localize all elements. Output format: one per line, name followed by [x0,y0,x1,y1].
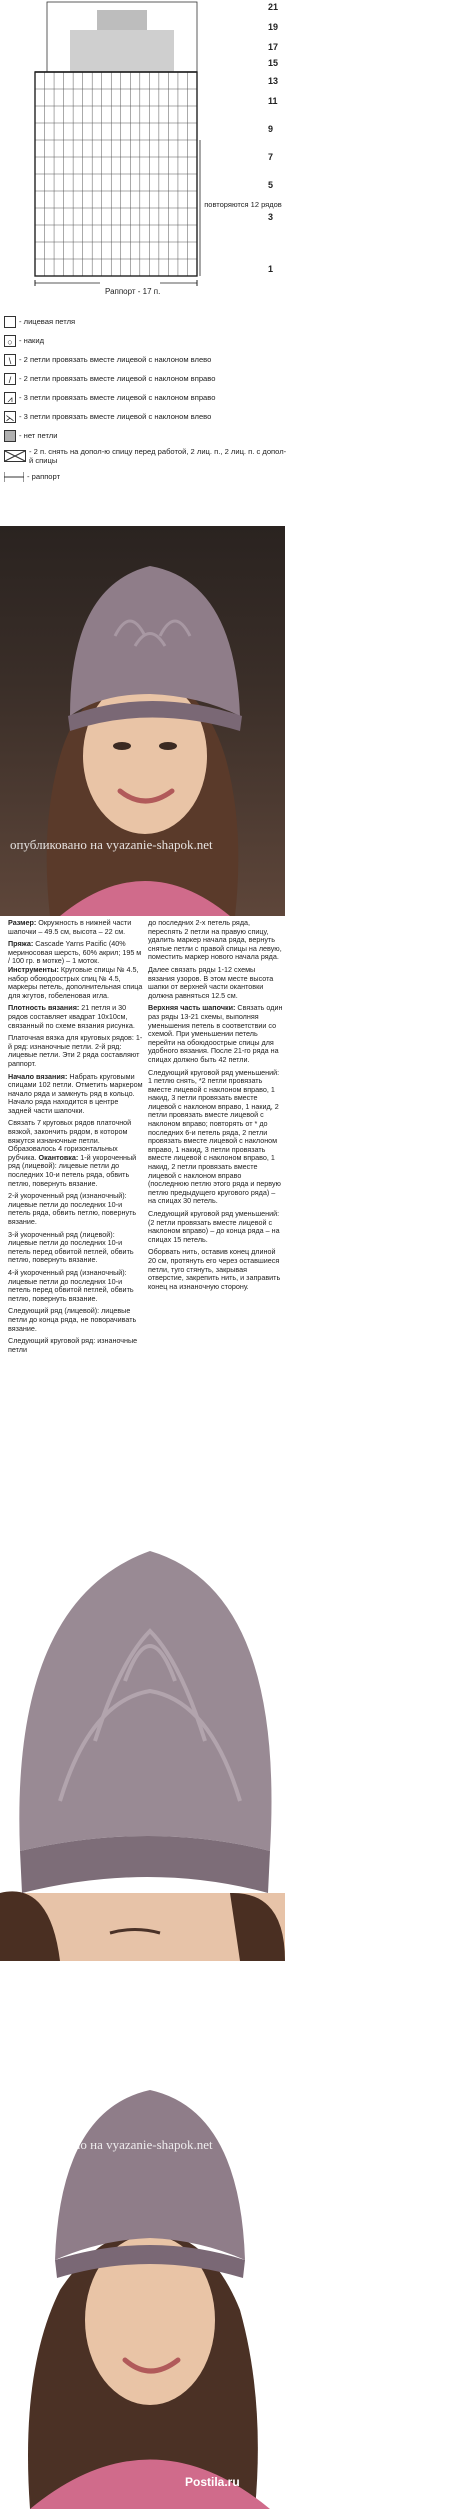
woman-in-hat-image-2 [0,1990,285,2509]
k2tog-right-icon: / [4,373,16,385]
watermark: опубликовано на vyazanie-shapok.net [10,2137,213,2152]
row-number: 9 [268,124,274,134]
row-number: 15 [268,58,279,68]
k3tog-left-icon: ⋋ [5,412,15,423]
size-label: Размер: [8,918,37,927]
density-text: 21 петля и 30 рядов составляет квадрат 10х10см, связанный по схеме вязания рисунка. [8,1003,135,1030]
legend-item [4,388,289,407]
paragraph: Следующий ряд (лицевой): лицевые петли до конца ряда, не поворачивать вязание. [8,1306,137,1333]
paragraph: 4-й укороченный ряд (изнаночный): лицевые петли до последних 10-и петель перед обвитой петлей, обвить петлю, повернуть вязание. [8,1267,134,1303]
band-label: Окантовка: [38,1152,79,1162]
grey-square-icon [4,430,16,442]
row-number: 21 [268,2,279,12]
text-column-left [8,919,143,1358]
paragraph: Следующий круговой ряд уменьшений: (2 петли провязать вместе лицевой с наклоном вправо) – до конца ряда – на спицах 15 петель. [148,1209,280,1244]
hat-closeup-image [0,1521,285,1961]
paragraph: Оборвать нить, оставив конец длиной 20 см, протянуть его через оставшиеся петли, туго стянуть, закрывая отверстие, закрепить нить, и заправить конец на изнаночную сторону. [148,1247,281,1291]
legend-item [4,331,289,350]
woman-in-hat-image [0,526,285,916]
size-text: Окружность в нижней части шапочки – 49.5 см, высота – 22 см. [8,918,132,936]
plain-knit-text: Платочная вязка для круговых рядов: 1-й ряд: изнаночные петли. 2-й ряд: лицевые петли. Эти 2 ряда составляют раппорт. [8,1033,143,1068]
k2tog-left-icon: \ [4,354,16,366]
chart-grid [0,0,285,300]
row-number: 3 [268,212,274,222]
paragraph: Следующий круговой ряд: изнаночные петли [8,1336,138,1354]
row-number: 7 [268,152,274,162]
legend-label: - 2 п. снять на допол-ю спицу перед работой, 2 лиц. п., 2 лиц. п. с допол-й спицы [29,447,287,465]
circle-icon: ○ [4,335,16,347]
yarn-text: Cascade Yarns Pacific (40% мериносовая шерсть, 60% акрил; 195 м / 100 гр. в мотке) – 1 моток. [8,939,142,966]
density-label: Плотность вязания: [8,1003,80,1013]
legend-label: - 3 петли провязать вместе лицевой с наклоном вправо [19,393,216,402]
tools-label: Инструменты: [8,964,59,974]
paragraph: до последних 2-х петель ряда, пересnять 2 петли на правую спицу, удалить маркер начала ряда, вернуть снятые петли с правой спицы на левую, поместить маркер нового начала ряда. [148,918,282,962]
legend-item [4,445,289,467]
paragraph: 3-й укороченный ряд (лицевой): лицевые петли до последних 10-и петель перед обвитой петлей, обвить петлю, повернуть вязание. [8,1229,134,1265]
legend-label: - 2 петли провязать вместе лицевой с наклоном влево [19,355,212,364]
empty-square-icon [4,316,16,328]
row-number: 5 [268,180,274,190]
watermark: опубликовано на vyazanie-shapok.net [10,837,213,852]
hat-photo-2 [0,1521,285,1961]
start-text: Набрать круговыми спицами 102 петли. Отметить маркером начало ряда и замкнуть ряд в кольцо. Начало ряда находится в центре задней части шапочки. [8,1071,143,1115]
row-number: 1 [268,264,274,274]
start-label: Начало вязания: [8,1071,68,1081]
legend-item [4,426,289,445]
rapport-label: Раппорт - 17 п. [105,287,161,296]
legend-item [4,369,289,388]
hat-photo-3 [0,1990,285,2509]
row-number: 11 [268,96,278,106]
hat-photo-1 [0,526,285,916]
text-column-right [148,919,283,1295]
k3tog-right-icon: ⩘ [4,392,16,404]
legend-item [4,312,289,331]
band-text: 1-й укороченный ряд (лицевой): лицевые петли до последних 10-и петель ряда, обвить петлю, повернуть вязание. [8,1152,137,1188]
row-number: 19 [268,22,279,32]
postila-logo: Postila.ru [185,2475,240,2489]
legend-label: - 3 петли провязать вместе лицевой с наклоном влево [19,412,212,421]
paragraph: Далее связать ряды 1-12 схемы вязания узоров. В этом месте высота шапки от верхней части окантовки должна равняться 12.5 см. [148,964,274,1000]
chart-legend [4,312,289,486]
legend-item [4,407,289,426]
yarn-label: Пряжа: [8,939,34,949]
repeat-arrow-icon [4,472,24,482]
legend-label: - раппорт [27,472,61,481]
legend-item [4,350,289,369]
legend-item [4,467,289,486]
legend-label: - 2 петли провязать вместе лицевой с наклоном вправо [19,374,216,383]
top-label: Верхняя часть шапочки: [148,1003,236,1013]
paragraph: Следующий круговой ряд уменьшений: 1 петлю снять, *2 петли провязать вместе лицевой с наклоном вправо, 1 накид, 3 петли провязать вместе лицевой с наклоном вправо, 1 накид, 2 петли провязать вместе лицевой с наклоном вправо; повторять от * до последних 6-и петель ряда, 2 петли провязать вместе лицевой с наклоном вправо, 1 накид, 3 петли провязать вместе лицевой с наклоном вправо, 1 накид, 2 петли провязать вместе лицевой с наклоном вправо (последнюю петлю этого ряда и первую петлю предыдущего кругового ряда) – на спицах 30 петель. [148,1067,281,1206]
top-text: Связать один раз ряды 13-21 схемы, выполняя уменьшения петель в соответствии со схемой. При уменьшении петель перейти на обоюдоострые спицы для удобного вязания. После 21-го ряда на спицах должно быть 42 петли. [148,1003,283,1064]
legend-label: - нет петли [19,431,58,440]
paragraph: Связать 7 круговых рядов платочной вязкой, закончить рядом, в котором вяжутся изнаночные петли. Образовалось 4 горизонтальных рубчика. [8,1118,132,1162]
legend-label: - лицевая петля [19,317,76,326]
row-number: 13 [268,76,279,86]
row-number: 17 [268,42,279,52]
repeat-note: повторяются 12 рядов [204,200,282,209]
legend-label: - накид [19,336,45,345]
paragraph: 2-й укороченный ряд (изнаночный): лицевые петли до последних 10-и петель ряда, обвить петлю, повернуть вязание. [8,1191,137,1226]
tools-text: Круговые спицы № 4.5, набор обоюдоострых спиц № 4.5, маркеры петель, дополнительная спица для жгутов, гобеленовая игла. [8,964,143,1000]
knitting-chart [0,0,285,300]
cable-icon [4,450,26,462]
